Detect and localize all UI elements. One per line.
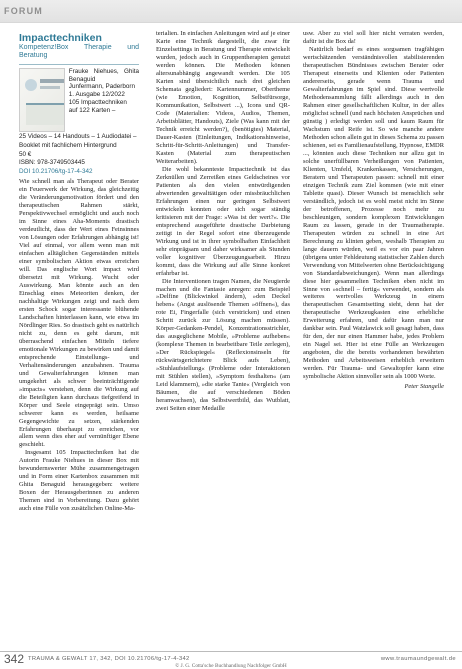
column-1 [19, 30, 139, 513]
book-isbn: ISBN: 978-3749503445 [19, 159, 85, 167]
book-contents-2: auf 122 Karten – [68, 106, 116, 114]
column-3 [303, 30, 444, 391]
body-paragraph: Die Interventionen tragen Namen, die Neugierde machen und die Fantasie anregen: zum Beispiel »Delfine (Blickwinkel ändern), »den Deckel heben« (Angst auslösende Themen »öffnen«), das rote Ei, Fingerfalle (sich verstricken) und einen Schritt zurück zur Lösung machen müssen). Körper-Gedanken-Pendel, Konzentrationsstrichler, das ausgeglichene Mobile, »Probleme aufheben« (komplexe Themen in bearbeitbare Teile zerlegen), »Der Rückspiegel« (Reflexionsinseln für rückwärtsgerichtetere Blick aufs Leben), »Stuhlaufstellung« (Probleme oder Interaktionen mit Stühlen stellen), »Symptom festhalten« (am Leid klammern), »die starke Tante« (Vergleich von Bäumen, die auf verschiedenen Böden heranwachsen), das Selbstwertbild, das Wutblatt, zwei Seiten einer Medaille [156, 277, 290, 413]
book-extra: Booklet mit fachlichem Hintergrund [19, 141, 117, 149]
book-details: 25 Videos – 14 Handouts – 1 Audiodatei – [19, 133, 137, 140]
copyright-line: © J. G. Cotta'sche Buchhandlung Nachfolger GmbH [175, 663, 287, 669]
book-info [69, 68, 139, 131]
page-number: 342 [4, 652, 25, 666]
book-info-row [19, 68, 139, 131]
book-cover-image [19, 68, 65, 132]
journal-citation: TRAUMA & GEWALT 17, 342, DOI 10.21706/tg-17-4-342 [28, 656, 190, 662]
body-paragraph: Insgesamt 105 Impacttechniken hat die Autorin Frauke Niehues in dieser Box mit bewundernswerter Mühe zusammengetragen und in Form einer Kartenbox zusammen mit Ghita Benaguid herausgegeben: weitere Boxen der Herausgeberinnen zu anderen Themen sind in Vorbereitung. Dazu gehört auch eine Fülle von zusätzlichen Online-Ma- [19, 449, 139, 513]
book-edition: 1. Ausgabe 12/2022 [68, 91, 125, 99]
review-subtitle: Kompetenz!Box Therapie und Beratung [19, 44, 139, 59]
section-label: FORUM [4, 6, 43, 16]
book-authors: Frauke Niehues, Ghita Benaguid [68, 68, 139, 83]
body-paragraph: Die wohl bekannteste Impacttechnik ist das Zerknüllen und Zerreißen eines Geldscheines vor Patienten als den vielen entwürdigenden abwertenden gewalttätigen oder missbräuchlichen Erfahrungen einen nur geringen Selbstwert entwickeln konnten oder sich sogar ständig kritisieren mit der Frage: »Was ist der wert?«. Die entsprechend ausgeführte drastische Darbietung zeitigt in der Regel sofort eine überzeugende Wirkung und ist in ihrer symbolhaften Einfachheit sehr einprägsam und daher wirksamer als Stunden voller kognitiver Überzeugungsarbeit. Hinzu kommt, dass die Wirkung auf alle Sinne konkret erfahrbar ist. [156, 165, 290, 277]
body-paragraph: terialien. In einfachen Anleitungen wird auf je einer Karte eine Technik dargestellt, die zwar für Einzelsettings in Beratung und Therapie entwickelt wurden, jedoch auch in Gruppentherapien genutzt werden können. Die Methoden können altersunabhängig angewandt werden. Die 105 Karten sind übersichtlich nach drei gleichen Schemata gegliedert: Kartennummer, Obertheme (wie Emotion, Kognition, Selbstfürsorge, Kommunikation, Selbstwert ...), Icons und QR-Code (Materialien: Videos, Audios, Themen, Arbeitsblätter, Handouts), Ziele (Was kann mit der Technik erreicht werden?), (benötigtes) Material, Dauer-Kasten (Einleitungen, Indikationshinweise, Schritt-für-Schritt-Anleitungen) und Transfer-Kasten (Material zum therapeutischen Weiterarbeiten). [156, 30, 290, 165]
book-publisher: Junfermann, Paderborn [68, 83, 135, 91]
column-2 [156, 30, 290, 413]
review-title: Impacttechniken [19, 32, 102, 44]
review-signature: Peter Stangelle [404, 383, 444, 391]
book-doi: DOI 10.21706/tg-17-4-342 [19, 168, 93, 176]
website-link[interactable]: www.traumaundgewalt.de [380, 656, 456, 662]
book-price: 50 € [19, 150, 32, 158]
body-paragraph: Natürlich bedarf es eines sorgsamen tragfähigen wertschätzenden verständnisvollen stabilisierenden therapeutischen Bündnisses zwischen Berater oder Therapeut einerseits und Klienten oder Patienten andererseits, gerade wenn Trauma und Gewalterfahrungen im Spiel sind. Diese wertvolle Methodensammlung fällt allerdings auch in den Rahmen einer gesellschaftlichen Kultur, in der alles möglichst schnell (und nach höchsten Ansprüchen und günstig ) erledigt werden soll und kaum Raum für Wachstum und Reife ist. So wie manche andere Methoden schon allein gut in dieses Schema zu passen schienen, sei es Familienaufstellung, Hypnose, EMDR ..., könnten auch diese Techniken nur allzu gut in solche unerfüllbaren Verheißungen von Patienten, Klienten, Umfeld, Krankenkassen, Versicherungen, Beratern und Therapeuten passen: schnell mit einer einzigen Technik zum Ziel kommen (wie mit einer Tablette quasi). Dieser Wunsch ist menschlich sehr verständlich, jedoch ist es wohl meist nicht im Sinne der betroffenen, Prozesse noch mehr zu beschleunigen, sondern komplexen Entwicklungen Raum zu lassen, gerade in der Traumatherapie. Therapeuten würden zu schnell in eine Art Berechnung zu klinten geben, weshalb Therapien zu lange dauern würden, weil es vor ein paar Jahren (übrigens unter Fehldeutung statistischer Zahlen durch Verwendung von Mittelwerten ohne Berücksichtigung von Standardabweichungen). Wenn man allerdings diese hier gesammelten Techniken eben nicht im Sinne von »schnell – fertig« verwendet, sondern als weiteres wertvolles Werkzeug in einem therapeutischen Gesamtsetting sieht, denn hat der therapeutische Werkzeugkasten eine erhebliche Erweiterung erfahren, und dafür kann man nur dankbar sein. Paul Watzlawick soll gesagt haben, dass für den, der nur einen Hammer habe, jedes Problem ein Nagel sei. Hier ist eine Fülle an Werkzeugen angeboten, die die bereits vorhandenen bewährten Methoden und Arbeitsweisen erheblich erweitern werden. Für Trauma- und Gewaltopfer kann eine symbolische Aktion sinnvoller sein als 1000 Worte. [303, 45, 444, 381]
book-contents-1: 105 Impacttechniken [68, 98, 127, 106]
body-paragraph: Wie schnell man als Therapeut oder Berater ein Feuerwerk der Wirkung, das gleichzeitig die Veränderungsmotivation fördert und den therapeutischen Rahmen stärkt, Perspektivwechsel ermöglicht und auch noch im Sinne eines Aha-Moments drastisch verdeutlicht, dass der Wert eines Feinsinnes von Lösungen oder Erfahrungen abhängig ist! Viel auf einmal, vor allem wenn man mit einfachen alltäglichen Gegenständen mittels einer symbolischen Aktion etwas erreichen will. Das englische Wort impact wird übersetzt mit Wirkung. Wucht oder Auswirkung. Man könnte auch an den Einschlag eines Meteoriten denken, der nachhaltige Wirkungen zeigt und nach dem ersten Schock sogar interessante blühende Landschaften hinterlassen kann, wie etwa im Nördlinger Ries. So drastisch geht es natürlich nicht zu, denn es geht darum, mit überraschend einfachen Mitteln tiefere emotionale Wirkungen zu bewirken und damit entsprechende Einstellungs- und Verhaltensänderungen anzubahnen. Trauma und Gewalterfahrungen können man umgekehrt als schwer beeinträchtigende »impacts« verstehen, denn die Wirkung auf die Beteiligten kann durchaus tiefgreifend in Körper und Seele eingeprägt sein. Umso schwerer kann es werden, heilsame Gegengewichte zu setzen, stärkenden Erfahrungen überhaupt zu erreichen, vor allem wenn dies eher auf vernünftiger Ebene geschieht. [19, 177, 139, 449]
footer-rule [0, 651, 462, 652]
section-header-bar [0, 0, 462, 23]
title-rule [19, 64, 139, 65]
body-paragraph: usw. Aber zu viel soll hier nicht verraten werden, dafür ist die Box da! [303, 30, 444, 45]
